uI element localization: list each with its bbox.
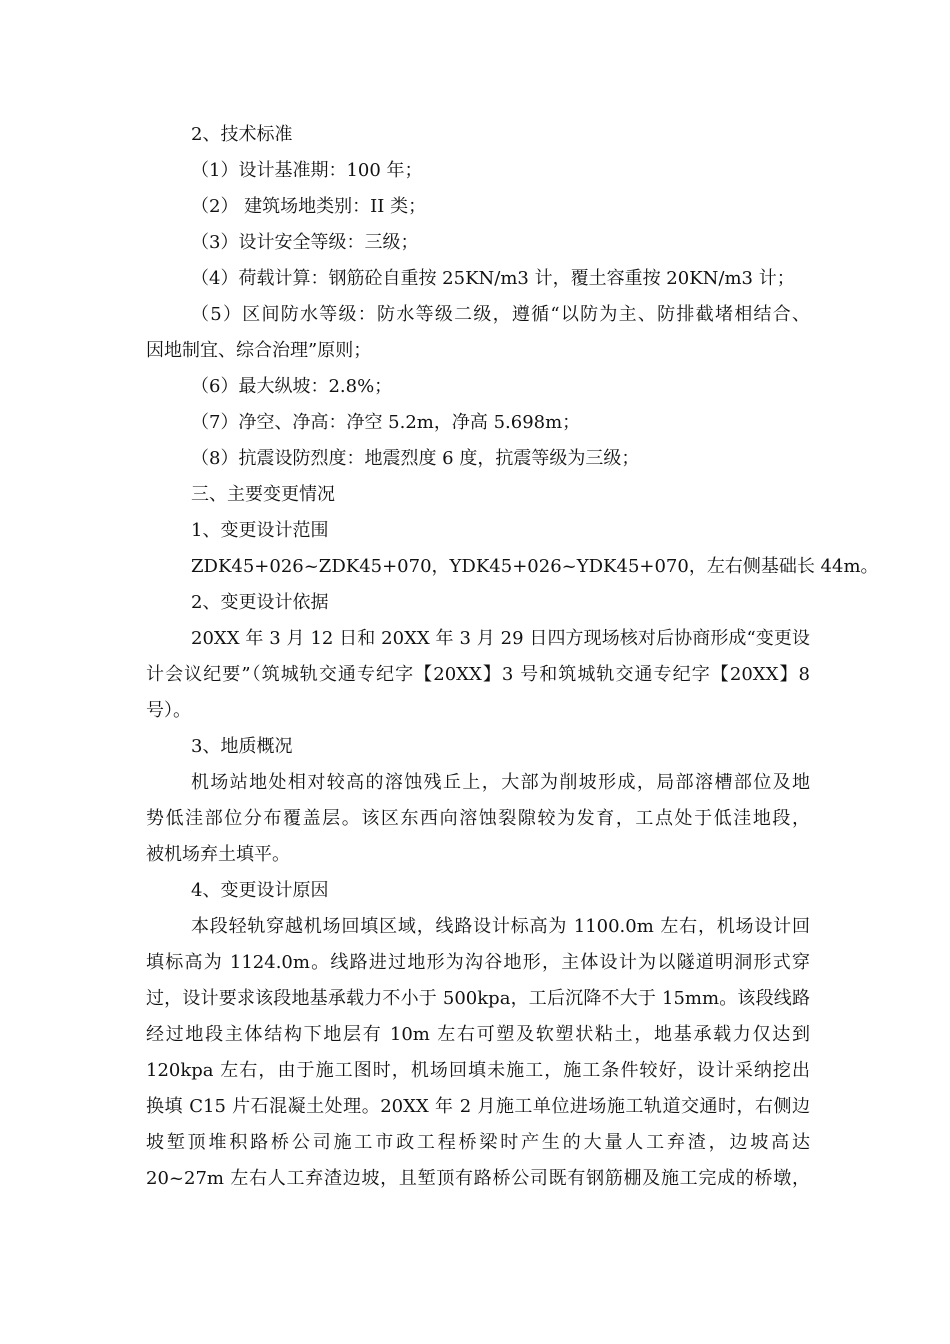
- subsection-heading: 1、变更设计范围: [191, 520, 329, 541]
- list-item-continuation: 因地制宜、综合治理”原则；: [146, 340, 372, 361]
- section-heading: 2、技术标准: [191, 124, 293, 145]
- paragraph-line: 120kpa 左右，由于施工图时，机场回填未施工，施工条件较好，设计采纳挖出: [146, 1060, 810, 1081]
- paragraph-line: 填标高为 1124.0m。线路进过地形为沟谷地形，主体设计为以隧道明洞形式穿: [146, 952, 810, 973]
- list-item: （7）净空、净高：净空 5.2m，净高 5.698m；: [191, 412, 581, 433]
- paragraph-line: 机场站地处相对较高的溶蚀残丘上，大部为削坡形成，局部溶槽部位及地: [191, 772, 810, 793]
- paragraph-line: 过，设计要求该段地基承载力不小于 500kpa，工后沉降不大于 15mm。该段线路: [146, 988, 810, 1009]
- section-heading: 三、主要变更情况: [191, 484, 335, 505]
- subsection-heading: 2、变更设计依据: [191, 592, 329, 613]
- paragraph-line: 20~27m 左右人工弃渣边坡，且堑顶有路桥公司既有钢筋棚及施工完成的桥墩，: [146, 1168, 810, 1189]
- paragraph-line: 经过地段主体结构下地层有 10m 左右可塑及软塑状粘土，地基承载力仅达到: [146, 1024, 810, 1045]
- paragraph-line: 计会议纪要”（筑城轨交通专纪字【20XX】3 号和筑城轨交通专纪字【20XX】8: [146, 664, 810, 685]
- paragraph-line: 坡堑顶堆积路桥公司施工市政工程桥梁时产生的大量人工弃渣，边坡高达: [146, 1132, 810, 1153]
- paragraph-line: 被机场弃土填平。: [146, 844, 290, 865]
- paragraph-line: 换填 C15 片石混凝土处理。20XX 年 2 月施工单位进场施工轨道交通时，右侧边: [146, 1096, 810, 1117]
- list-item: （2） 建筑场地类别：II 类；: [191, 196, 427, 217]
- list-item: （6）最大纵坡：2.8%；: [191, 376, 393, 397]
- paragraph-line: 势低洼部位分布覆盖层。该区东西向溶蚀裂隙较为发育，工点处于低洼地段，: [146, 808, 810, 829]
- list-item: （8）抗震设防烈度：地震烈度 6 度，抗震等级为三级；: [191, 448, 640, 469]
- subsection-heading: 3、地质概况: [191, 736, 293, 757]
- paragraph-line: 20XX 年 3 月 12 日和 20XX 年 3 月 29 日四方现场核对后协商形成“变更设: [191, 628, 810, 649]
- list-item: （1）设计基准期：100 年；: [191, 160, 423, 181]
- paragraph-line: 本段轻轨穿越机场回填区域，线路设计标高为 1100.0m 左右，机场设计回: [191, 916, 810, 937]
- paragraph-line: 号）。: [146, 700, 191, 721]
- list-item: （3）设计安全等级：三级；: [191, 232, 419, 253]
- list-item: （4）荷载计算：钢筋砼自重按 25KN/m3 计，覆土容重按 20KN/m3 计；: [191, 268, 795, 289]
- paragraph-line: ZDK45+026~ZDK45+070，YDK45+026~YDK45+070，左右侧基础长 44m。: [191, 556, 879, 577]
- subsection-heading: 4、变更设计原因: [191, 880, 329, 901]
- list-item: （5）区间防水等级：防水等级二级，遵循“以防为主、防排截堵相结合、: [191, 304, 810, 325]
